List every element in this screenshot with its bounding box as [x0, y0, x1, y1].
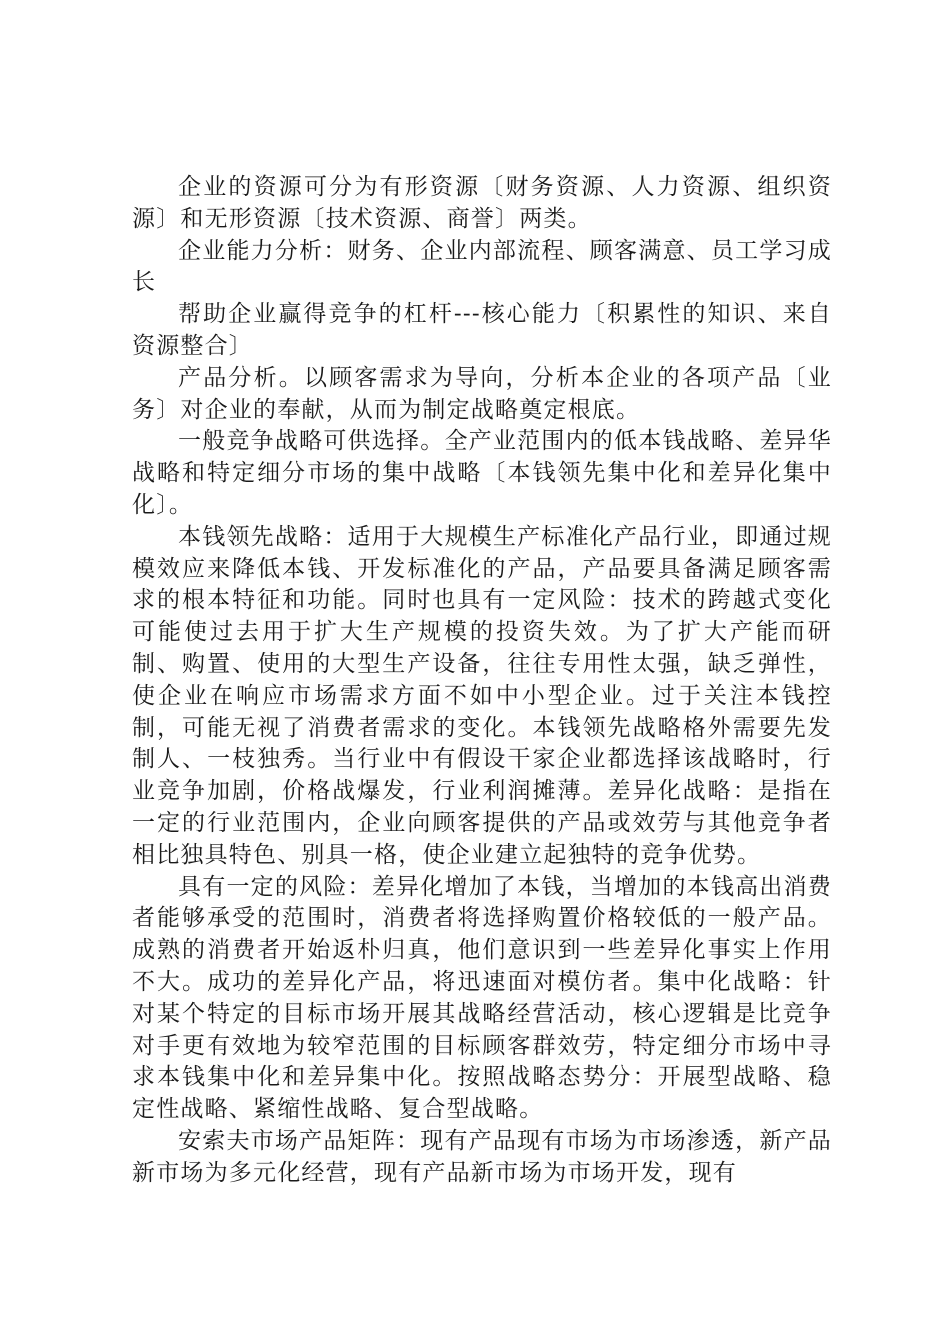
paragraph-ansoff-matrix: 安索夫市场产品矩阵：现有产品现有市场为市场渗透，新产品新市场为多元化经营，现有产品新市场为市场开发，现有 [132, 1127, 832, 1186]
paragraph-cost-leadership: 本钱领先战略：适用于大规模生产标准化产品行业，即通过规模效应来降低本钱、开发标准化的产品，产品要具备满足顾客需求的根本特征和功能。同时也具有一定风险：技术的跨越式变化可能使过去用于扩大生产规模的投资失效。为了扩大产能而研制、购置、使用的大型生产设备，往往专用性太强，缺乏弹性，使企业在响应市场需求方面不如中小型企业。过于关注本钱控制，可能无视了消费者需求的变化。本钱领先战略格外需要先发制人、一枝独秀。当行业中有假设干家企业都选择该战略时，行业竞争加剧，价格战爆发，行业利润摊薄。差异化战略：是指在一定的行业范围内，企业向顾客提供的产品或效劳与其他竞争者相比独具特色、别具一格，使企业建立起独特的竞争优势。 [132, 523, 832, 868]
paragraph-capability-analysis: 企业能力分析：财务、企业内部流程、顾客满意、员工学习成长 [132, 237, 832, 296]
paragraph-product-analysis: 产品分析。以顾客需求为导向，分析本企业的各项产品〔业务〕对企业的奉献，从而为制定战略奠定根底。 [132, 364, 832, 423]
document-body [132, 172, 832, 1190]
paragraph-resources: 企业的资源可分为有形资源〔财务资源、人力资源、组织资源〕和无形资源〔技术资源、商誉〕两类。 [132, 174, 832, 232]
paragraph-generic-strategies: 一般竞争战略可供选择。全产业范围内的低本钱战略、差异华战略和特定细分市场的集中战略〔本钱领先集中化和差异化集中化〕。 [132, 428, 832, 518]
paragraph-core-competence: 帮助企业赢得竞争的杠杆---核心能力〔积累性的知识、来自资源整合〕 [132, 301, 832, 359]
paragraph-differentiation-risk: 具有一定的风险：差异化增加了本钱，当增加的本钱高出消费者能够承受的范围时，消费者将选择购置价格较低的一般产品。成熟的消费者开始返朴归真，他们意识到一些差异化事实上作用不大。成功的差异化产品，将迅速面对模仿者。集中化战略：针对某个特定的目标市场开展其战略经营活动，核心逻辑是比竞争对手更有效地为较窄范围的目标顾客群效劳，特定细分市场中寻求本钱集中化和差异集中化。按照战略态势分：开展型战略、稳定性战略、紧缩性战略、复合型战略。 [132, 873, 832, 1123]
